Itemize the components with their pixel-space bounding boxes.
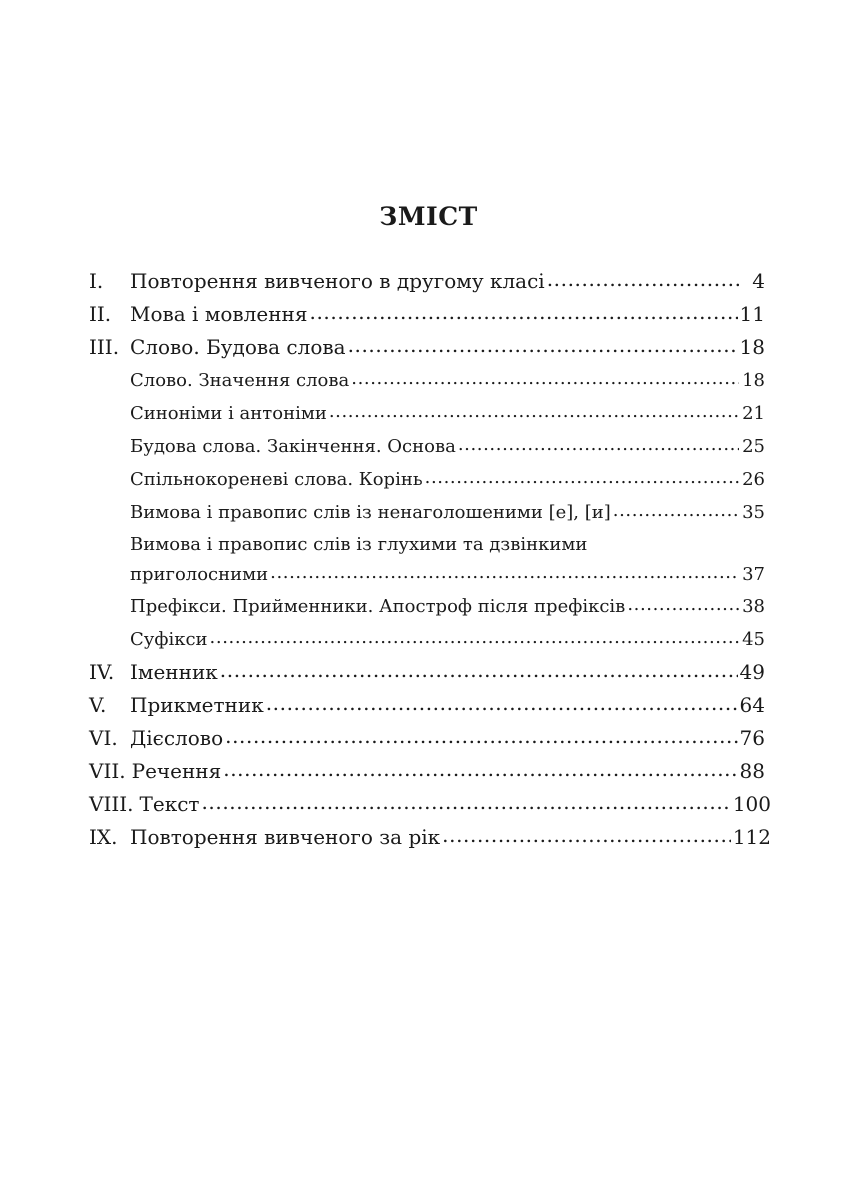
chapter-number: VI. xyxy=(89,726,118,750)
dot-leader xyxy=(613,494,739,527)
page-number: 112 xyxy=(732,825,771,849)
chapter-title: Повторення вивченого за рік xyxy=(130,825,441,849)
section-title: Суфікси xyxy=(130,629,208,650)
toc-subentry xyxy=(89,463,765,496)
chapter-title: Іменник xyxy=(130,660,218,684)
dot-leader xyxy=(225,720,737,753)
dot-leader xyxy=(329,395,739,428)
page-number: 38 xyxy=(742,596,765,617)
page-number: 100 xyxy=(732,792,771,816)
dot-leader xyxy=(348,329,738,362)
toc-entry xyxy=(89,689,765,722)
page-number: 18 xyxy=(742,370,765,391)
section-title-continued: приголосними xyxy=(130,564,269,585)
dot-leader xyxy=(442,819,731,852)
page-number: 25 xyxy=(742,436,765,457)
chapter-number: IV. xyxy=(89,660,115,684)
toc-subentry xyxy=(89,590,765,623)
chapter-title: Текст xyxy=(139,792,200,816)
page-number: 76 xyxy=(739,726,765,750)
chapter-number: II. xyxy=(89,302,112,326)
toc-subentry xyxy=(89,364,765,397)
toc-subentry xyxy=(89,623,765,656)
dot-leader xyxy=(210,621,739,654)
section-title: Вимова і правопис слів із глухими та дзвінкими xyxy=(130,534,588,555)
chapter-title: Повторення вивченого в другому класі xyxy=(130,269,545,293)
page-number: 21 xyxy=(742,403,765,424)
dot-leader xyxy=(351,362,739,395)
page-number: 35 xyxy=(742,502,765,523)
toc-entry xyxy=(89,722,765,755)
toc-entry xyxy=(89,821,771,854)
toc-subentry xyxy=(89,397,765,430)
page-number: 64 xyxy=(739,693,765,717)
chapter-number: VIII. xyxy=(89,792,134,816)
chapter-number: V. xyxy=(89,693,107,717)
toc-entry xyxy=(89,265,765,298)
toc-entry xyxy=(89,755,765,788)
toc-subentry xyxy=(89,430,765,463)
chapter-number: VII. xyxy=(89,759,126,783)
chapter-title: Дієслово xyxy=(130,726,224,750)
section-title: Вимова і правопис слів із ненаголошеними [е], [и] xyxy=(130,502,611,523)
page-number: 45 xyxy=(742,629,765,650)
chapter-title: Мова і мовлення xyxy=(130,302,308,326)
toc-entry xyxy=(89,788,771,821)
page-number: 18 xyxy=(739,335,765,359)
chapter-number: III. xyxy=(89,335,120,359)
dot-leader xyxy=(627,588,739,621)
page-number: 88 xyxy=(739,759,765,783)
page-number: 37 xyxy=(742,564,765,585)
chapter-number: IX. xyxy=(89,825,118,849)
table-of-contents xyxy=(89,265,771,854)
section-title: Синоніми і антоніми xyxy=(130,403,327,424)
dot-leader xyxy=(270,557,739,588)
toc-subentry-line1 xyxy=(89,531,765,559)
section-title: Будова слова. Закінчення. Основа xyxy=(130,436,456,457)
dot-leader xyxy=(223,753,737,786)
toc-subentry xyxy=(89,496,765,529)
dot-leader xyxy=(458,428,739,461)
chapter-title: Прикметник xyxy=(130,693,264,717)
section-title: Префікси. Прийменники. Апостроф після префіксів xyxy=(130,596,626,617)
dot-leader xyxy=(425,461,739,494)
section-title: Спільнокореневі слова. Корінь xyxy=(130,469,423,490)
toc-entry xyxy=(89,298,765,331)
dot-leader xyxy=(310,296,738,329)
chapter-title: Речення xyxy=(131,759,222,783)
toc-subentry-line2 xyxy=(89,559,765,590)
dot-leader xyxy=(266,687,738,720)
dot-leader xyxy=(220,654,738,687)
page-title: ЗМІСТ xyxy=(379,202,478,231)
page-number: 11 xyxy=(739,302,765,326)
page-number: 26 xyxy=(742,469,765,490)
dot-leader xyxy=(201,786,730,819)
page-number: 49 xyxy=(739,660,765,684)
page-number: 4 xyxy=(752,269,765,293)
toc-entry xyxy=(89,331,765,364)
chapter-title: Слово. Будова слова xyxy=(130,335,346,359)
chapter-number: I. xyxy=(89,269,104,293)
toc-entry xyxy=(89,656,765,689)
section-title: Слово. Значення слова xyxy=(130,370,350,391)
dot-leader xyxy=(547,263,739,296)
